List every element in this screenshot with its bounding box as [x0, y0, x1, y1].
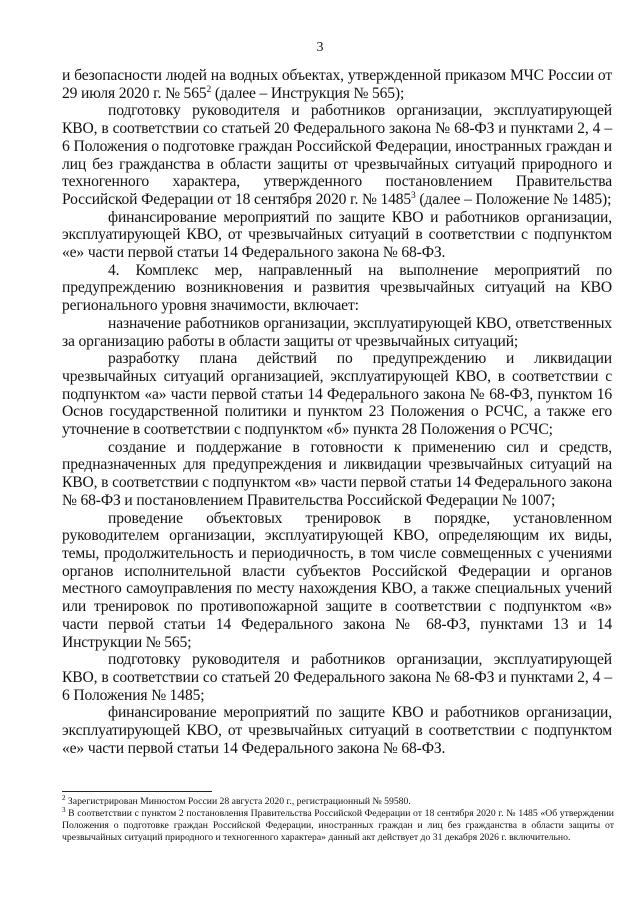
footnote-ref-3: 3 — [411, 190, 416, 201]
paragraph-text-tail: (далее – Инструкция № 565); — [211, 84, 405, 102]
paragraph-financing: финансирование мероприятий по защите КВО и работников организации, эксплуатирующей КВО, от чрезвычайных ситуаций в соответствии с подпунктом «е» части первой статьи 14 Федерального закона № 68-ФЗ. — [62, 208, 612, 262]
footnotes — [62, 793, 614, 844]
footnote-divider — [62, 791, 212, 792]
footnote-text: Зарегистрирован Минюстом России 28 августа 2020 г., регистрационный № 59580. — [65, 796, 411, 807]
paragraph-text-tail: (далее – Положение № 1485); — [415, 190, 612, 208]
paragraph-text: и безопасности людей на водных объектах, утвержденной приказом МЧС России от 29 июля 2020 г. № 565 — [62, 67, 612, 102]
paragraph-object-trainings: проведение объектовых тренировок в порядке, установленном руководителем организации, эксплуатирующей КВО, определяющим их виды, темы, продолжительность и периодичность, в том числе совмещенных с учениями органов исполнительной власти субъектов Российской Федерации и органов местного самоуправления по месту нахождения КВО, а также специальных учений или тренировок по противопожарной защите в соответствии с подпунктом «в» части первой статьи 14 Федерального закона № 68-ФЗ, пунктами 13 и 14 Инструкции № 565; — [62, 509, 612, 651]
paragraph-text: подготовку руководителя и работников организации, эксплуатирующей КВО, в соответствии со статьей 20 Федерального закона № 68-ФЗ и пунктами 2, 4 – 6 Положения о подготовке граждан Российской Федерации, иностранных граждан и лиц без гражданства в области защиты от чрезвычайных ситуаций природного и техногенного характера, утвержденного постановлением Правительства Российской Федерации от 18 сентября 2020 г. № 1485 — [62, 102, 612, 208]
document-body — [62, 67, 612, 757]
footnote-ref-2: 2 — [206, 84, 212, 95]
paragraph-forces-readiness: создание и поддержание в готовности к применению сил и средств, предназначенных для предупреждения и ликвидации чрезвычайных ситуаций на КВО, в соответствии с подпунктом «в» части первой статьи 14 Федерального закона № 68-ФЗ и постановлением Правительства Российской Федерации № 1007; — [62, 438, 612, 509]
paragraph-action-plan: разработку плана действий по предупреждению и ликвидации чрезвычайных ситуаций организацией, эксплуатирующей КВО, в соответствии с подпунктом «а» части первой статьи 14 Федерального закона № 68-ФЗ, пунктом 16 Основ государственной политики и пунктом 23 Положения о РСЧС, а также его уточнение в соответствии с подпунктом «б» пункта 28 Положения о РСЧС; — [62, 350, 612, 439]
footnote-text: В соответствии с пунктом 2 постановления Правительства Российской Федерации от 18 сентября 2020 г. № 1485 «Об утверждении Положения о подготовке граждан Российской Федерации, иностранных граждан и лиц без гражданства в области защиты от чрезвычайных ситуаций природного и техногенного характера» данный акт действует до 31 декабря 2026 г. включительно. — [62, 808, 614, 843]
paragraph-item-4: 4. Комплекс мер, направленный на выполнение мероприятий по предупреждению возникновения и развития чрезвычайных ситуаций на КВО регионального уровня значимости, включает: — [62, 261, 612, 315]
paragraph-financing-final: финансирование мероприятий по защите КВО и работников организации, эксплуатирующей КВО, от чрезвычайных ситуаций в соответствии с подпунктом «е» части первой статьи 14 Федерального закона № 68-ФЗ. — [62, 704, 612, 757]
footnote-2 — [62, 793, 614, 808]
paragraph-appointment: назначение работников организации, эксплуатирующей КВО, ответственных за организацию работы в области защиты от чрезвычайных ситуаций; — [62, 314, 612, 350]
paragraph-water-safety-instruction — [62, 67, 612, 102]
page-number: 3 — [316, 40, 324, 55]
paragraph-training-1485 — [62, 102, 612, 208]
footnote-number: 3 — [62, 805, 66, 814]
footnote-3 — [62, 805, 614, 844]
paragraph-training-staff: подготовку руководителя и работников организации, эксплуатирующей КВО, в соответствии со статьей 20 Федерального закона № 68-ФЗ и пунктами 2, 4 – 6 Положения № 1485; — [62, 651, 612, 704]
footnote-number: 2 — [62, 793, 66, 802]
